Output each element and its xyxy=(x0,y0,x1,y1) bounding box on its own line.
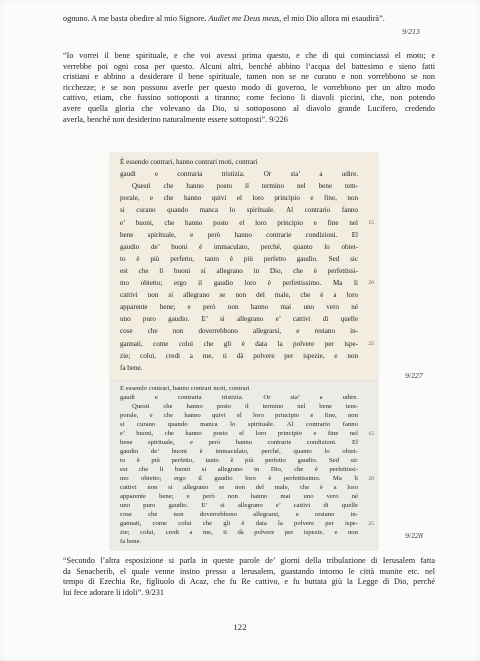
clipping-line: si curano quando manca lo spirituale. Al contrario fanno xyxy=(120,206,358,215)
clipping-line: est che li buoni si allegrano in Dio, che è perfettissi- xyxy=(120,466,358,473)
clipping-line: uno puro gaudio. E’ si allegrano e’ cattivi di quelle xyxy=(120,315,358,324)
text-line: ricchezze; e se non possono averle per questo modo di governo, le vorrebbono per un altro modo xyxy=(63,82,435,92)
clipping-line: apparente bene; e però non hanno mai uno vero né xyxy=(120,493,358,500)
clipping-line: e’ buoni, che hanno posto el loro principio e fine nel xyxy=(120,430,358,437)
book-clipping-2 xyxy=(110,381,378,550)
clipping-line: mo obietto; ergo il gaudio loro è perfettissimo. Ma li xyxy=(120,475,358,482)
clipping-line: gaudio de’ buoni è immaculato, perché, quanto lo obiet- xyxy=(120,448,358,455)
text-line: “Io vorrei il bene spirituale, e che voi avessi prima questo, e che di qui cominciassi el moto; e xyxy=(63,51,435,60)
clipping-line: E essendo contrari, hanno contrari moti, contrari xyxy=(120,385,250,392)
clipping-line: est che li buoni si allegrano in Dio, che è perfettissi- xyxy=(120,266,358,275)
clipping-line: gannati, come colui che gli è data la polvere per ispe- xyxy=(120,520,358,527)
line-number: 20 xyxy=(368,476,374,482)
clipping-line: gaudi e contraria tristizia. Or sta’ a udire. xyxy=(120,394,358,401)
line-number: 25 xyxy=(368,340,374,347)
clipping-line: to è più perfetto, tanto è più perfetto gaudio. Sed sic xyxy=(120,254,358,263)
clipping-line: zie; colui, credi a me, ti dà polvere per ispezie, e non xyxy=(120,529,358,536)
clipping-line: porale, e che hanno quivi el loro principio e fine, non xyxy=(120,412,358,419)
clipping-line: bene spirituale, e però hanno contrarie condizioni. El xyxy=(120,439,358,446)
line-number: 15 xyxy=(368,431,374,437)
clipping-line: mo obietto; ergo il gaudio loro è perfettissimo. Ma li xyxy=(120,279,358,287)
clipping-line: fa bene. xyxy=(120,538,142,545)
line-number: 15 xyxy=(368,219,374,226)
bottom-paragraph xyxy=(63,556,435,598)
clipping-line: bene spirituale, e però hanno contrarie condizioni. El xyxy=(120,230,358,239)
reference-9-227: 9/227 xyxy=(405,371,423,380)
clipping-line: cose che non doverrebbono allegrarsi, e restano in- xyxy=(120,511,358,518)
clipping-line: apparente bene; e però non hanno mai uno vero né xyxy=(120,303,358,312)
paragraph-2 xyxy=(63,51,435,125)
text-line: cattivo, etiam, che fussino sottoposti a tiranno; come feciono li diavoli piccini, che, non potendo xyxy=(63,93,435,103)
reference-9-228: 9/228 xyxy=(405,531,423,540)
clipping-line: gaudio de’ buoni è immaculato, perché, quanto lo obiet- xyxy=(120,242,358,251)
clipping-line: cattivi non si allegrano se non del male, che è a loro xyxy=(120,484,358,491)
text-line: lui fece adorare li idoli”. 9/231 xyxy=(63,587,164,597)
line-number: 25 xyxy=(368,521,374,527)
clipping-line: gannati, come colui che gli è data la polvere per ispe- xyxy=(120,339,358,348)
book-clipping-1 xyxy=(110,153,378,381)
clipping-line: È essendo contrari, hanno contrari moti, contrari xyxy=(120,158,258,166)
clipping-line: porale, e che hanno quivi el loro principio e fine, non xyxy=(120,194,358,203)
text-line: avere quella gloria che volevano da Dio, si sottoposono al diavolo grande Lucifero, credendo xyxy=(63,104,435,113)
clipping-line: cose che non doverrebbono allegrarsi, e restano in- xyxy=(120,327,358,336)
line-number: 20 xyxy=(368,280,374,286)
clipping-line: to è più perfetto, tanto è più perfetto gaudio. Sed sic xyxy=(120,457,358,464)
clipping-line: fa bene. xyxy=(120,363,143,372)
clipping-line: cattivi non si allegrano se non del male, che è a loro xyxy=(120,291,358,300)
text-line: cristiani e abbino a desiderare il bene spirituale, tamen non se ne curano e non vorrebbono se non xyxy=(63,72,435,82)
clipping-line: si curano quando manca lo spirituale. Al contrario fanno xyxy=(120,421,358,428)
top-text-italic: Audiet me Deus meus xyxy=(208,14,280,23)
top-paragraph xyxy=(63,14,435,25)
text-line: tempo di Ezechia Re, figliuolo di Acaz, che fu Re cattivo, e fu buttata giù la Legge di Dio, perché xyxy=(63,577,435,587)
clipping-line: gaudi e contraria tristizia. Or sta’ a udire. xyxy=(120,170,358,179)
clipping-line: Questi che hanno posto il termino nel bene tem- xyxy=(132,182,358,191)
clipping-line: Questi che hanno posto il termino nel bene tem- xyxy=(132,403,358,410)
text-line: averla, benché non desiderino naturalmente essere sottoposti”. 9/226 xyxy=(63,114,288,124)
text-line: da Senacherib, el quale venne insino presso a Ierusalem, guastando intorno le città munite etc. nel xyxy=(63,566,435,576)
text-line: “Secondo l’altra esposizione si parla in queste parole de’ giorni della tribulazione di Ierusalem fatta xyxy=(63,556,435,565)
clipping-line: e’ buoni, che hanno posto el loro principio e fine nel xyxy=(120,218,358,227)
reference-9-213: 9/213 xyxy=(402,27,420,36)
clipping-line: zie; colui, credi a me, ti dà polvere per ispezie, e non xyxy=(120,351,358,360)
top-text-before: ognuno. A me basta obedire al mio Signore. xyxy=(63,14,209,23)
text-line: verrebbe poi ogni cosa per questo. Alcuni altri, benché abbino l’acqua del battesimo e sieno fatti xyxy=(63,61,435,71)
top-text-after: , el mio Dio allora mi esaudirà”. xyxy=(279,14,385,23)
page-number: 122 xyxy=(233,622,247,632)
clipping-line: uno puro gaudio. E’ si allegrano e’ cattivi di quelle xyxy=(120,502,358,509)
